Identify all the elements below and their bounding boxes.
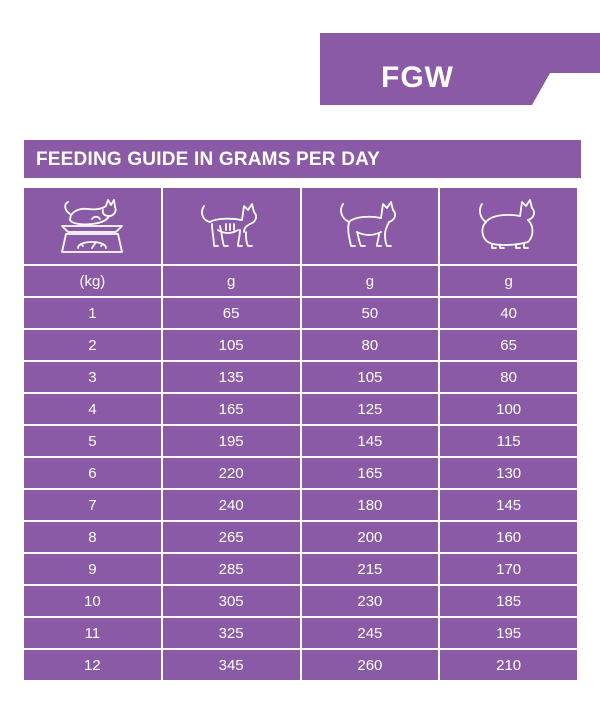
normal-cat-grams-cell: 125: [302, 394, 439, 424]
overweight-cat-grams-cell: 210: [440, 650, 577, 680]
guide-title: FEEDING GUIDE IN GRAMS PER DAY: [24, 140, 581, 178]
normal-cat-grams-cell: 180: [302, 490, 439, 520]
weight-cell: 8: [24, 522, 161, 552]
weight-cell: 1: [24, 298, 161, 328]
table-row: [24, 330, 577, 360]
normal-cat-grams-cell: 215: [302, 554, 439, 584]
overweight-cat-grams-cell: 145: [440, 490, 577, 520]
weight-cell: 7: [24, 490, 161, 520]
thin-cat-grams-cell: 65: [163, 298, 300, 328]
thin-cat-icon: [196, 196, 266, 256]
thin-cat-grams-cell: 195: [163, 426, 300, 456]
overweight-cat-icon: [474, 196, 544, 256]
normal-cat-icon: [335, 196, 405, 256]
table-row: [24, 586, 577, 616]
weight-cell: 10: [24, 586, 161, 616]
unit-thin: g: [163, 266, 300, 296]
table-row: [24, 618, 577, 648]
overweight-cat-column-header: [440, 188, 577, 264]
overweight-cat-grams-cell: 115: [440, 426, 577, 456]
normal-cat-grams-cell: 260: [302, 650, 439, 680]
thin-cat-grams-cell: 285: [163, 554, 300, 584]
product-code: FGW: [381, 61, 454, 94]
weight-cell: 9: [24, 554, 161, 584]
weight-cell: 6: [24, 458, 161, 488]
weight-cell: 12: [24, 650, 161, 680]
thin-cat-grams-cell: 265: [163, 522, 300, 552]
table-row: [24, 554, 577, 584]
icon-row: [24, 188, 577, 264]
overweight-cat-grams-cell: 170: [440, 554, 577, 584]
normal-cat-grams-cell: 245: [302, 618, 439, 648]
weight-cell: 11: [24, 618, 161, 648]
table-row: [24, 458, 577, 488]
thin-cat-grams-cell: 240: [163, 490, 300, 520]
normal-cat-grams-cell: 200: [302, 522, 439, 552]
table-row: [24, 426, 577, 456]
product-badge: [320, 33, 600, 105]
overweight-cat-grams-cell: 130: [440, 458, 577, 488]
unit-weight: (kg): [24, 266, 161, 296]
overweight-cat-grams-cell: 40: [440, 298, 577, 328]
weight-column-header: [24, 188, 161, 264]
normal-cat-grams-cell: 165: [302, 458, 439, 488]
thin-cat-grams-cell: 220: [163, 458, 300, 488]
thin-cat-grams-cell: 305: [163, 586, 300, 616]
thin-cat-grams-cell: 135: [163, 362, 300, 392]
overweight-cat-grams-cell: 65: [440, 330, 577, 360]
thin-cat-grams-cell: 105: [163, 330, 300, 360]
overweight-cat-grams-cell: 195: [440, 618, 577, 648]
overweight-cat-grams-cell: 100: [440, 394, 577, 424]
table-row: [24, 522, 577, 552]
weight-cell: 3: [24, 362, 161, 392]
feeding-table: [22, 186, 579, 682]
weight-cell: 4: [24, 394, 161, 424]
thin-cat-grams-cell: 165: [163, 394, 300, 424]
cat-on-scale-icon: [52, 194, 132, 258]
normal-cat-grams-cell: 50: [302, 298, 439, 328]
thin-cat-grams-cell: 345: [163, 650, 300, 680]
table-row: [24, 394, 577, 424]
overweight-cat-grams-cell: 185: [440, 586, 577, 616]
thin-cat-grams-cell: 325: [163, 618, 300, 648]
normal-cat-grams-cell: 80: [302, 330, 439, 360]
overweight-cat-grams-cell: 80: [440, 362, 577, 392]
normal-cat-column-header: [302, 188, 439, 264]
normal-cat-grams-cell: 230: [302, 586, 439, 616]
table-row: [24, 298, 577, 328]
units-row: [24, 266, 577, 296]
normal-cat-grams-cell: 105: [302, 362, 439, 392]
unit-overweight: g: [440, 266, 577, 296]
table-row: [24, 362, 577, 392]
normal-cat-grams-cell: 145: [302, 426, 439, 456]
table-row: [24, 490, 577, 520]
weight-cell: 5: [24, 426, 161, 456]
unit-normal: g: [302, 266, 439, 296]
feeding-guide: [24, 140, 581, 682]
thin-cat-column-header: [163, 188, 300, 264]
table-row: [24, 650, 577, 680]
weight-cell: 2: [24, 330, 161, 360]
overweight-cat-grams-cell: 160: [440, 522, 577, 552]
